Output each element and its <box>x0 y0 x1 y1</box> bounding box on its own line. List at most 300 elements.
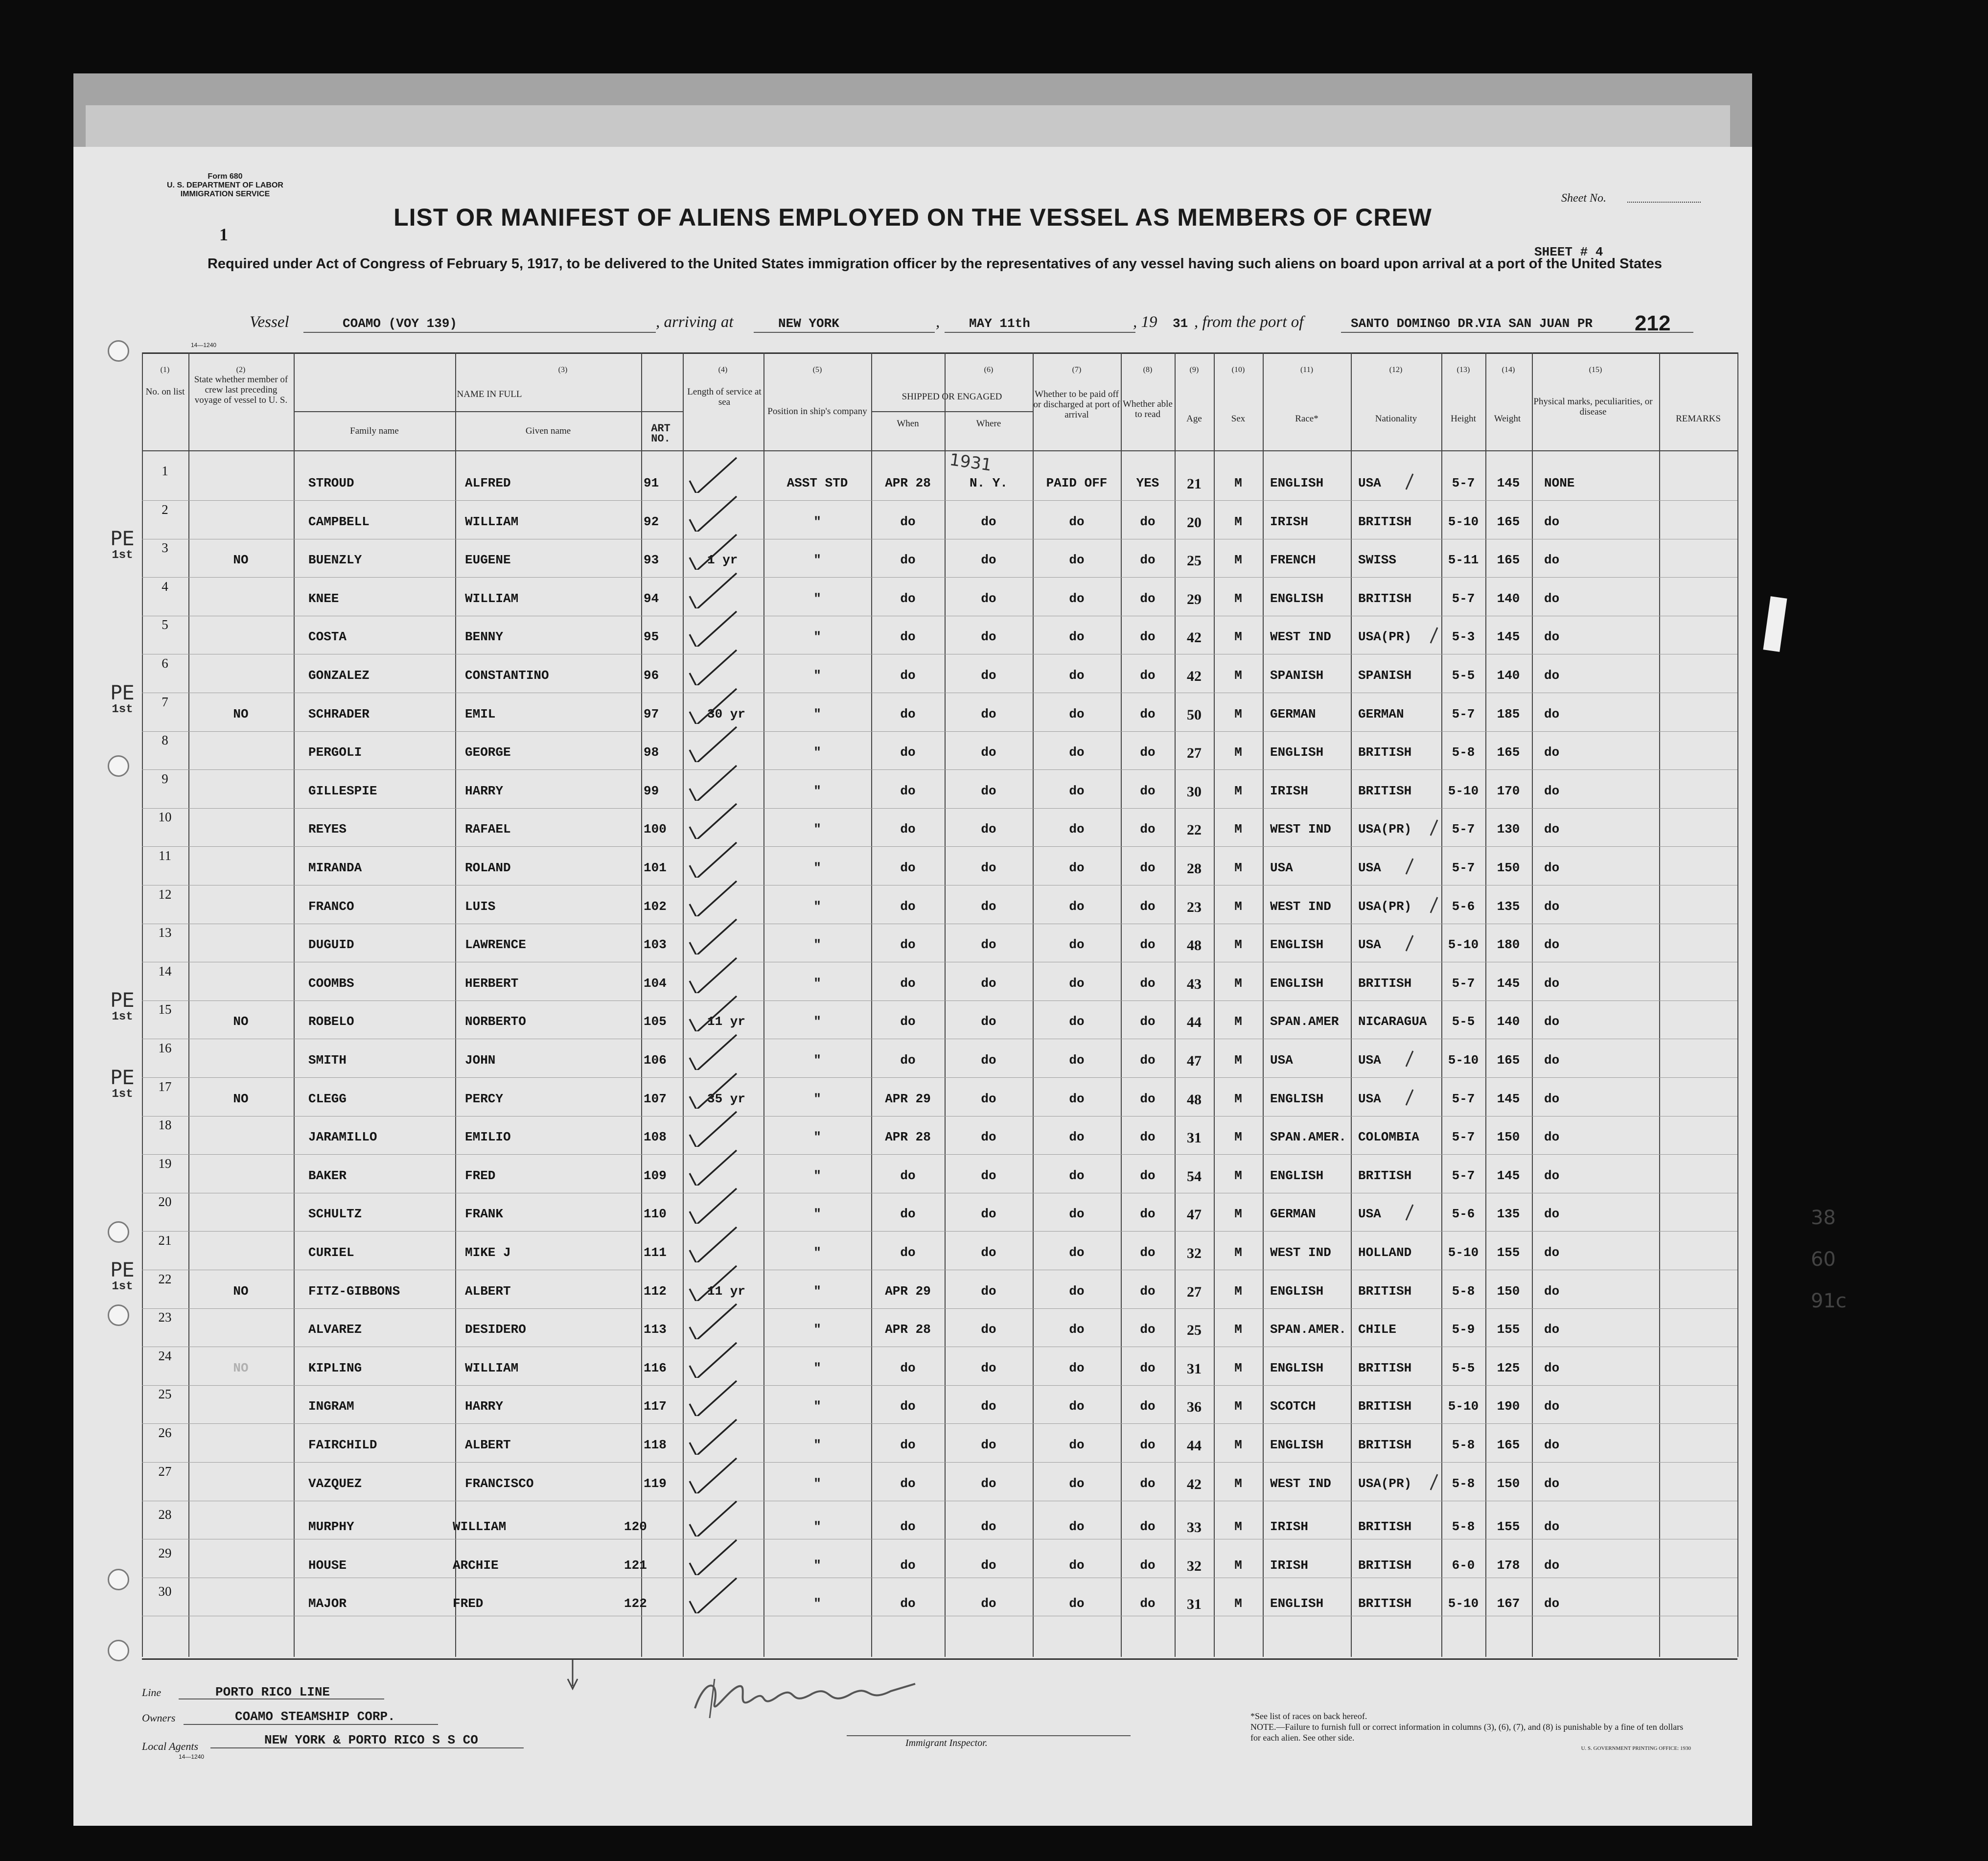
shipped-when: do <box>900 1558 916 1573</box>
sheet-no-line <box>1627 202 1701 203</box>
row-rule <box>142 1000 1737 1001</box>
paid-off: do <box>1069 1399 1085 1414</box>
row-number: 24 <box>158 1348 172 1363</box>
shipped-where: do <box>981 1130 996 1145</box>
page-title: LIST OR MANIFEST OF ALIENS EMPLOYED ON THE VESSEL AS MEMBERS OF CREW <box>393 204 1432 231</box>
header-paid-off: Whether to be paid off or discharged at port of arrival <box>1033 389 1120 420</box>
shipped-when: do <box>900 1360 916 1375</box>
height: 5-7 <box>1452 591 1475 606</box>
header-bottom-rule <box>142 450 1737 451</box>
paid-off: do <box>1069 514 1085 529</box>
given-name: FRANCISCO <box>465 1476 534 1491</box>
nationality: SPANISH <box>1358 668 1412 683</box>
header-remarks: REMARKS <box>1676 414 1721 424</box>
column-divider <box>1351 352 1352 1657</box>
shipped-where: do <box>981 629 996 645</box>
able-to-read: do <box>1140 629 1156 645</box>
physical-marks: do <box>1544 706 1560 721</box>
age: 47 <box>1187 1207 1202 1223</box>
able-to-read: YES <box>1136 476 1159 490</box>
checkmark-icon <box>688 569 746 608</box>
race: WEST IND <box>1270 1476 1331 1491</box>
column-divider <box>1737 352 1738 1657</box>
art-number: 93 <box>644 553 659 568</box>
shipped-when: do <box>900 591 916 606</box>
given-name: LAWRENCE <box>465 937 526 953</box>
paid-off: do <box>1069 629 1085 645</box>
nationality: BRITISH <box>1358 783 1412 798</box>
family-name: REYES <box>308 822 347 837</box>
physical-marks: do <box>1544 783 1560 798</box>
checkmark-icon <box>688 1223 746 1262</box>
race: ENGLISH <box>1270 1596 1324 1611</box>
column-divider <box>1214 352 1215 1657</box>
weight: 135 <box>1497 1207 1520 1222</box>
race: SPAN.AMER. <box>1270 1322 1347 1337</box>
row-number: 30 <box>158 1584 172 1599</box>
sex: M <box>1234 1558 1242 1573</box>
height: 5-8 <box>1452 1438 1475 1452</box>
column-divider <box>1175 352 1176 1657</box>
race: ENGLISH <box>1270 745 1324 760</box>
row-number: 5 <box>162 617 168 632</box>
paid-off: do <box>1069 1519 1085 1535</box>
checkmark-icon <box>688 1262 746 1301</box>
height: 5-10 <box>1448 1245 1479 1260</box>
row-number: 15 <box>158 1002 172 1017</box>
physical-marks: do <box>1544 976 1560 991</box>
checkmark-icon <box>688 1416 746 1455</box>
able-to-read: do <box>1140 899 1156 914</box>
given-name: BENNY <box>465 629 504 645</box>
header-sex: Sex <box>1231 414 1246 424</box>
row-rule <box>142 1308 1737 1309</box>
height: 5-7 <box>1452 476 1475 490</box>
footer-form-code: 14—1240 <box>179 1753 205 1760</box>
previous-voyage: NO <box>233 1014 249 1029</box>
column-divider <box>1263 352 1264 1657</box>
weight: 165 <box>1497 553 1520 568</box>
year-suffix: 31 <box>1173 316 1188 331</box>
checkmark-icon <box>688 1497 746 1536</box>
column-divider <box>1033 352 1034 1657</box>
sex: M <box>1234 668 1242 683</box>
family-name: MURPHY <box>308 1519 354 1535</box>
vessel-name: COAMO (VOY 139) <box>343 316 458 331</box>
fill-line <box>754 332 935 333</box>
shipped-when: do <box>900 1519 916 1535</box>
physical-marks: do <box>1544 1207 1560 1222</box>
row-number: 22 <box>158 1271 172 1286</box>
arriving-at: NEW YORK <box>778 316 839 331</box>
nationality: BRITISH <box>1358 1399 1412 1414</box>
column-number: (6) <box>984 366 994 374</box>
paid-off: do <box>1069 706 1085 721</box>
checkmark-icon <box>688 1070 746 1109</box>
paid-off: do <box>1069 861 1085 875</box>
physical-marks: do <box>1544 1438 1560 1452</box>
shipped-where: do <box>981 706 996 721</box>
age: 36 <box>1187 1399 1202 1416</box>
art-number: 122 <box>624 1596 647 1611</box>
age: 50 <box>1187 706 1202 723</box>
art-number: 98 <box>644 745 659 760</box>
weight: 150 <box>1497 1130 1520 1145</box>
age: 25 <box>1187 553 1202 569</box>
shipped-when: do <box>900 1207 916 1222</box>
paid-off: do <box>1069 1322 1085 1337</box>
given-name: WILLIAM <box>453 1519 507 1535</box>
checkmark-icon <box>688 800 746 839</box>
header-given-name: Given name <box>525 426 571 436</box>
age: 31 <box>1187 1360 1202 1377</box>
shipped-when: APR 29 <box>885 1091 931 1106</box>
height: 5-7 <box>1452 822 1475 837</box>
height: 5-3 <box>1452 629 1475 645</box>
physical-marks: do <box>1544 1558 1560 1573</box>
paid-off: do <box>1069 1130 1085 1145</box>
family-name: COSTA <box>308 629 347 645</box>
sex: M <box>1234 861 1242 875</box>
nationality: NICARAGUA <box>1358 1014 1427 1029</box>
fill-line <box>945 332 1135 333</box>
family-name: MAJOR <box>308 1596 347 1611</box>
arrival-date: MAY 11th <box>969 316 1030 331</box>
race: FRENCH <box>1270 553 1316 568</box>
height: 5-10 <box>1448 937 1479 953</box>
art-number: 96 <box>644 668 659 683</box>
footer-notes <box>1250 1711 1691 1754</box>
shipped-when: APR 28 <box>885 1322 931 1337</box>
checkmark-icon <box>688 492 746 532</box>
sex: M <box>1234 553 1242 568</box>
art-number: 110 <box>644 1207 667 1222</box>
race: GERMAN <box>1270 1207 1316 1222</box>
family-name: SCHRADER <box>308 706 370 721</box>
position: " <box>813 1519 821 1535</box>
nationality: BRITISH <box>1358 1438 1412 1452</box>
margin-note: 38 <box>1811 1207 1836 1229</box>
shipped-when: do <box>900 514 916 529</box>
race: WEST IND <box>1270 1245 1331 1260</box>
row-number: 21 <box>158 1233 172 1248</box>
nationality: CHILE <box>1358 1322 1397 1337</box>
race: SPAN.AMER <box>1270 1014 1339 1029</box>
height: 5-10 <box>1448 1596 1479 1611</box>
shipped-where: do <box>981 514 996 529</box>
column-number: (3) <box>558 366 568 374</box>
height: 5-7 <box>1452 1130 1475 1145</box>
column-number: (15) <box>1589 366 1602 374</box>
given-name: EMILIO <box>465 1130 511 1145</box>
given-name: HERBERT <box>465 976 519 991</box>
line-label: Line <box>142 1686 162 1698</box>
from-label: , from the port of <box>1194 313 1304 331</box>
weight: 178 <box>1497 1558 1520 1573</box>
nationality: BRITISH <box>1358 1283 1412 1299</box>
nationality: USA(PR) <box>1358 1476 1412 1491</box>
via-port: VIA SAN JUAN PR <box>1478 316 1593 331</box>
given-name: NORBERTO <box>465 1014 526 1029</box>
race: IRISH <box>1270 783 1309 798</box>
row-number: 9 <box>162 771 168 786</box>
given-name: ARCHIE <box>453 1558 499 1573</box>
sex: M <box>1234 1519 1242 1535</box>
nationality: BRITISH <box>1358 1519 1412 1535</box>
annotation-bottom: 1st <box>112 1279 133 1293</box>
paid-off: do <box>1069 668 1085 683</box>
paid-off: do <box>1069 745 1085 760</box>
vessel-line: Vessel COAMO (VOY 139) , arriving at NEW YORK , MAY 11th , 19 31 , from the port of SANTO DOMINGO DR. VIA SAN JUAN PR 212 <box>73 313 1752 343</box>
column-divider <box>1532 352 1533 1657</box>
right-edge-mark <box>1763 596 1787 652</box>
able-to-read: do <box>1140 1558 1156 1573</box>
race: ENGLISH <box>1270 1438 1324 1452</box>
weight: 190 <box>1497 1399 1520 1414</box>
sheet-no-label: Sheet No. <box>1561 192 1606 205</box>
annotation-top: PE <box>110 528 135 551</box>
family-name: VAZQUEZ <box>308 1476 362 1491</box>
checkmark-icon <box>688 1031 746 1070</box>
header-length-service: Length of service at sea <box>687 387 762 407</box>
weight: 140 <box>1497 668 1520 683</box>
sex: M <box>1234 1053 1242 1068</box>
length-of-service: 11 yr <box>707 1283 746 1299</box>
annotation-top: PE <box>110 1258 135 1281</box>
able-to-read: do <box>1140 553 1156 568</box>
nationality: BRITISH <box>1358 976 1412 991</box>
position: " <box>813 1596 821 1611</box>
row-number: 14 <box>158 963 172 978</box>
fill-line <box>184 1724 438 1725</box>
sex: M <box>1234 1014 1242 1029</box>
race: USA <box>1270 861 1293 875</box>
physical-marks: do <box>1544 861 1560 875</box>
vessel-label: Vessel <box>250 313 289 331</box>
given-name: HARRY <box>465 1399 504 1414</box>
row-number: 28 <box>158 1507 172 1522</box>
position: " <box>813 1014 821 1029</box>
nationality: BRITISH <box>1358 1596 1412 1611</box>
handwritten-mark: 1 <box>219 225 228 244</box>
checkmark-icon <box>688 1536 746 1575</box>
row-number: 20 <box>158 1194 172 1210</box>
row-rule <box>142 1385 1737 1386</box>
shipped-when: APR 28 <box>885 1130 931 1145</box>
family-name: SMITH <box>308 1053 347 1068</box>
weight: 130 <box>1497 822 1520 837</box>
art-number: 92 <box>644 514 659 529</box>
row-rule <box>142 731 1737 732</box>
weight: 180 <box>1497 937 1520 953</box>
able-to-read: do <box>1140 976 1156 991</box>
column-divider <box>294 352 295 1657</box>
paid-off: do <box>1069 1558 1085 1573</box>
art-number: 91 <box>644 476 659 490</box>
family-name: KNEE <box>308 591 339 606</box>
art-number: 104 <box>644 976 667 991</box>
physical-marks: do <box>1544 937 1560 953</box>
given-name: WILLIAM <box>465 591 519 606</box>
checkmark-icon <box>688 1185 746 1224</box>
weight: 155 <box>1497 1322 1520 1337</box>
annotation-bottom: 1st <box>112 549 133 562</box>
nationality: BRITISH <box>1358 514 1412 529</box>
paid-off: do <box>1069 553 1085 568</box>
shipped-where: do <box>981 1360 996 1375</box>
art-number: 105 <box>644 1014 667 1029</box>
able-to-read: do <box>1140 861 1156 875</box>
paid-off: do <box>1069 1207 1085 1222</box>
column-number: (7) <box>1072 366 1082 374</box>
fill-line <box>303 332 656 333</box>
length-of-service: 35 yr <box>707 1091 746 1106</box>
nationality: BRITISH <box>1358 1168 1412 1183</box>
given-name: ROLAND <box>465 861 511 875</box>
paid-off: PAID OFF <box>1046 476 1108 490</box>
family-name: CURIEL <box>308 1245 354 1260</box>
height: 5-7 <box>1452 1168 1475 1183</box>
row-rule <box>142 1077 1737 1078</box>
header-able-read: Whether able to read <box>1123 399 1173 419</box>
checkmark-icon <box>688 992 746 1031</box>
form-number: Form 680 <box>208 172 243 181</box>
physical-marks: do <box>1544 1283 1560 1299</box>
age: 47 <box>1187 1053 1202 1069</box>
shipped-where: do <box>981 1283 996 1299</box>
row-number: 8 <box>162 733 168 748</box>
given-name: WILLIAM <box>465 1360 519 1375</box>
row-number: 4 <box>162 579 168 594</box>
age: 21 <box>1187 476 1202 492</box>
length-of-service: 1 yr <box>707 553 738 568</box>
sex: M <box>1234 1283 1242 1299</box>
column-number: (10) <box>1231 366 1245 374</box>
margin-note: 60 <box>1811 1248 1836 1271</box>
row-rule <box>142 577 1737 578</box>
age: 42 <box>1187 668 1202 684</box>
owners-value: COAMO STEAMSHIP CORP. <box>235 1709 395 1724</box>
sex: M <box>1234 1438 1242 1452</box>
able-to-read: do <box>1140 1053 1156 1068</box>
checkmark-icon <box>688 1454 746 1493</box>
header-family-name: Family name <box>350 426 399 436</box>
checkmark-icon <box>688 915 746 954</box>
row-number: 2 <box>162 502 168 517</box>
length-of-service: 11 yr <box>707 1014 746 1029</box>
physical-marks: do <box>1544 745 1560 760</box>
checkmark-icon <box>688 1339 746 1378</box>
able-to-read: do <box>1140 514 1156 529</box>
weight: 167 <box>1497 1596 1520 1611</box>
race: USA <box>1270 1053 1293 1068</box>
nationality: BRITISH <box>1358 1558 1412 1573</box>
header-when: When <box>897 419 919 429</box>
shipped-where: N. Y. <box>969 476 1008 490</box>
weight: 170 <box>1497 783 1520 798</box>
physical-marks: do <box>1544 1245 1560 1260</box>
row-number: 29 <box>158 1545 172 1560</box>
age: 31 <box>1187 1130 1202 1146</box>
family-name: FAIRCHILD <box>308 1438 377 1452</box>
height: 5-11 <box>1448 553 1479 568</box>
family-name: GILLESPIE <box>308 783 377 798</box>
column-divider <box>945 352 946 1657</box>
art-number: 97 <box>644 706 659 721</box>
column-divider <box>1659 352 1660 1657</box>
inspector-signature <box>685 1669 920 1723</box>
row-number: 18 <box>158 1117 172 1133</box>
weight: 150 <box>1497 1283 1520 1299</box>
weight: 185 <box>1497 706 1520 721</box>
age: 28 <box>1187 861 1202 877</box>
height: 5-7 <box>1452 976 1475 991</box>
year-prefix: , 19 <box>1133 313 1157 331</box>
position: " <box>813 668 821 683</box>
column-divider <box>1485 352 1486 1657</box>
age: 20 <box>1187 514 1202 531</box>
given-name: EUGENE <box>465 553 511 568</box>
shipped-when: do <box>900 1596 916 1611</box>
family-name: DUGUID <box>308 937 354 953</box>
weight: 165 <box>1497 1053 1520 1068</box>
column-number: (4) <box>718 366 728 374</box>
physical-marks: NONE <box>1544 476 1575 490</box>
checkmark-icon <box>688 838 746 878</box>
pe-annotation <box>95 1258 149 1295</box>
age: 22 <box>1187 822 1202 838</box>
previous-voyage: NO <box>233 1360 249 1375</box>
given-name: WILLIAM <box>465 514 519 529</box>
age: 33 <box>1187 1519 1202 1536</box>
position: " <box>813 1322 821 1337</box>
art-number: 111 <box>644 1245 667 1260</box>
weight: 145 <box>1497 629 1520 645</box>
position: " <box>813 1283 821 1299</box>
sex: M <box>1234 899 1242 914</box>
inspector-signature-line <box>847 1735 1131 1736</box>
age: 44 <box>1187 1438 1202 1454</box>
annotation-bottom: 1st <box>112 1010 133 1024</box>
paid-off: do <box>1069 1245 1085 1260</box>
checkmark-icon <box>688 607 746 647</box>
row-number: 6 <box>162 656 168 671</box>
checkmark-icon <box>688 1146 746 1186</box>
manifest-table <box>142 352 1737 1660</box>
row-number: 27 <box>158 1464 172 1479</box>
paid-off: do <box>1069 1168 1085 1183</box>
manifest-sheet <box>73 147 1752 1826</box>
family-name: SCHULTZ <box>308 1207 362 1222</box>
shipped-when: APR 29 <box>885 1283 931 1299</box>
art-number: 108 <box>644 1130 667 1145</box>
art-number: 99 <box>644 783 659 798</box>
column-number: (14) <box>1502 366 1515 374</box>
physical-marks: do <box>1544 514 1560 529</box>
pe-annotation <box>95 1066 149 1103</box>
previous-voyage: NO <box>233 706 249 721</box>
height: 5-8 <box>1452 1283 1475 1299</box>
able-to-read: do <box>1140 668 1156 683</box>
height: 5-6 <box>1452 1207 1475 1222</box>
sex: M <box>1234 1130 1242 1145</box>
row-number: 10 <box>158 810 172 825</box>
checkmark-icon <box>688 723 746 762</box>
paid-off: do <box>1069 1014 1085 1029</box>
paid-off: do <box>1069 937 1085 953</box>
position: " <box>813 976 821 991</box>
column-number: (13) <box>1456 366 1470 374</box>
